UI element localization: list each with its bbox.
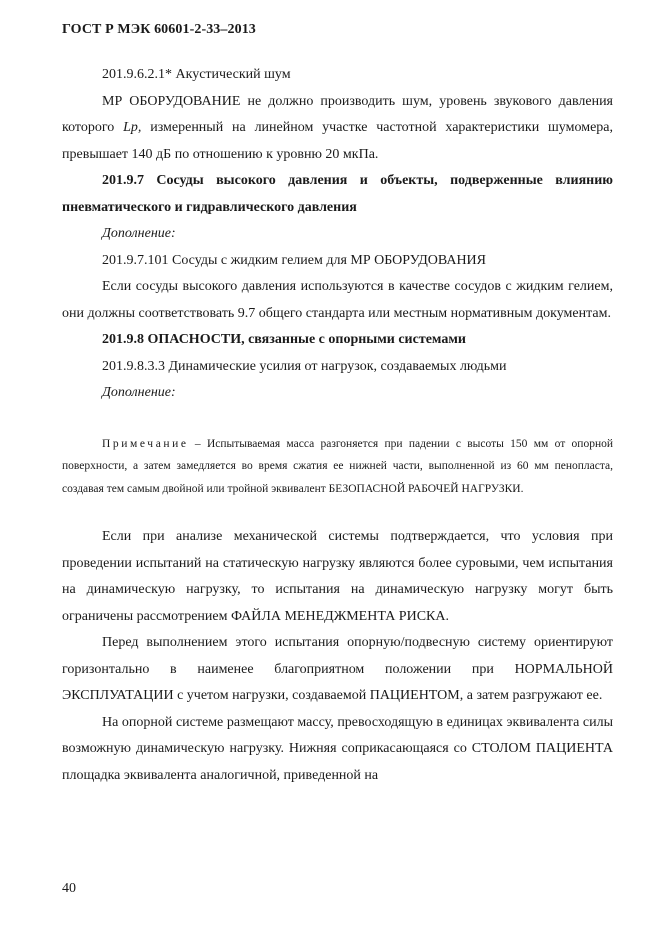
variable-lp: Lp, xyxy=(123,120,142,135)
note-paragraph xyxy=(62,433,613,501)
clause-heading-acoustic-noise: 201.9.6.2.1* Акустический шум xyxy=(102,67,291,82)
addition-label: Дополнение: xyxy=(102,385,176,400)
note-label: Примечание xyxy=(102,437,189,450)
note-text: – Испытываемая масса разгоняется при падении с высоты 150 мм от опорной поверхности, а затем замедляется во время сжатия ее нижней части, выполненной из 60 мм пенопласта, создавая тем самым двойной или тройной эквивалент БЕЗОПАСНОЙ РАБОЧЕЙ НАГРУЗКИ. xyxy=(62,437,613,495)
paragraph-text: измеренный на линейном участке частотной характеристики шумомера, превышает 140 дБ по отношению к уровню 20 мкПа. xyxy=(62,120,613,162)
paragraph-noise-requirement xyxy=(62,89,613,169)
document-header: ГОСТ Р МЭК 60601-2-33–2013 xyxy=(62,22,256,37)
paragraph-mass-placement: На опорной системе размещают массу, превосходящую в единицах эквивалента силы возможную динамическую нагрузку. Нижняя соприкасающаяся со СТОЛОМ ПАЦИЕНТА площадка эквивалента аналогичной, приведенной на xyxy=(62,714,613,783)
addition-label: Дополнение: xyxy=(102,226,176,241)
page-number: 40 xyxy=(62,881,76,896)
clause-heading-dynamic-forces: 201.9.8.3.3 Динамические усилия от нагрузок, создаваемых людьми xyxy=(102,358,507,374)
document-body xyxy=(62,62,613,789)
paragraph-helium-vessels: Если сосуды высокого давления используются в качестве сосудов с жидким гелием, они должны соответствовать 9.7 общего стандарта или местным нормативным документам. xyxy=(62,279,613,321)
clause-heading-helium-vessels: 201.9.7.101 Сосуды с жидким гелием для МР ОБОРУДОВАНИЯ xyxy=(102,252,487,268)
paragraph-static-load: Если при анализе механической системы подтверждается, что условия при проведении испытаний на статическую нагрузку являются более суровыми, чем испытания на динамическую нагрузку, то испытания на динамическую нагрузку могут быть ограничены рассмотрением ФАЙЛА МЕНЕДЖМЕНТА РИСКА. xyxy=(62,529,613,624)
section-heading-support-systems: 201.9.8 ОПАСНОСТИ, связанные с опорными системами xyxy=(102,332,466,347)
paragraph-text: МР ОБОРУДОВАНИЕ не должно производить шум, уровень звукового давления которого xyxy=(62,93,613,135)
paragraph-orientation: Перед выполнением этого испытания опорную/подвесную систему ориентируют горизонтально в наименее благоприятном положении при НОРМАЛЬНОЙ ЭКСПЛУАТАЦИИ с учетом нагрузки, создаваемой ПАЦИЕНТОМ, а затем разгружают ее. xyxy=(62,635,613,703)
section-heading-pressure-vessels: 201.9.7 Сосуды высокого давления и объекты, подверженные влиянию пневматического и гидравлического давления xyxy=(62,173,613,215)
